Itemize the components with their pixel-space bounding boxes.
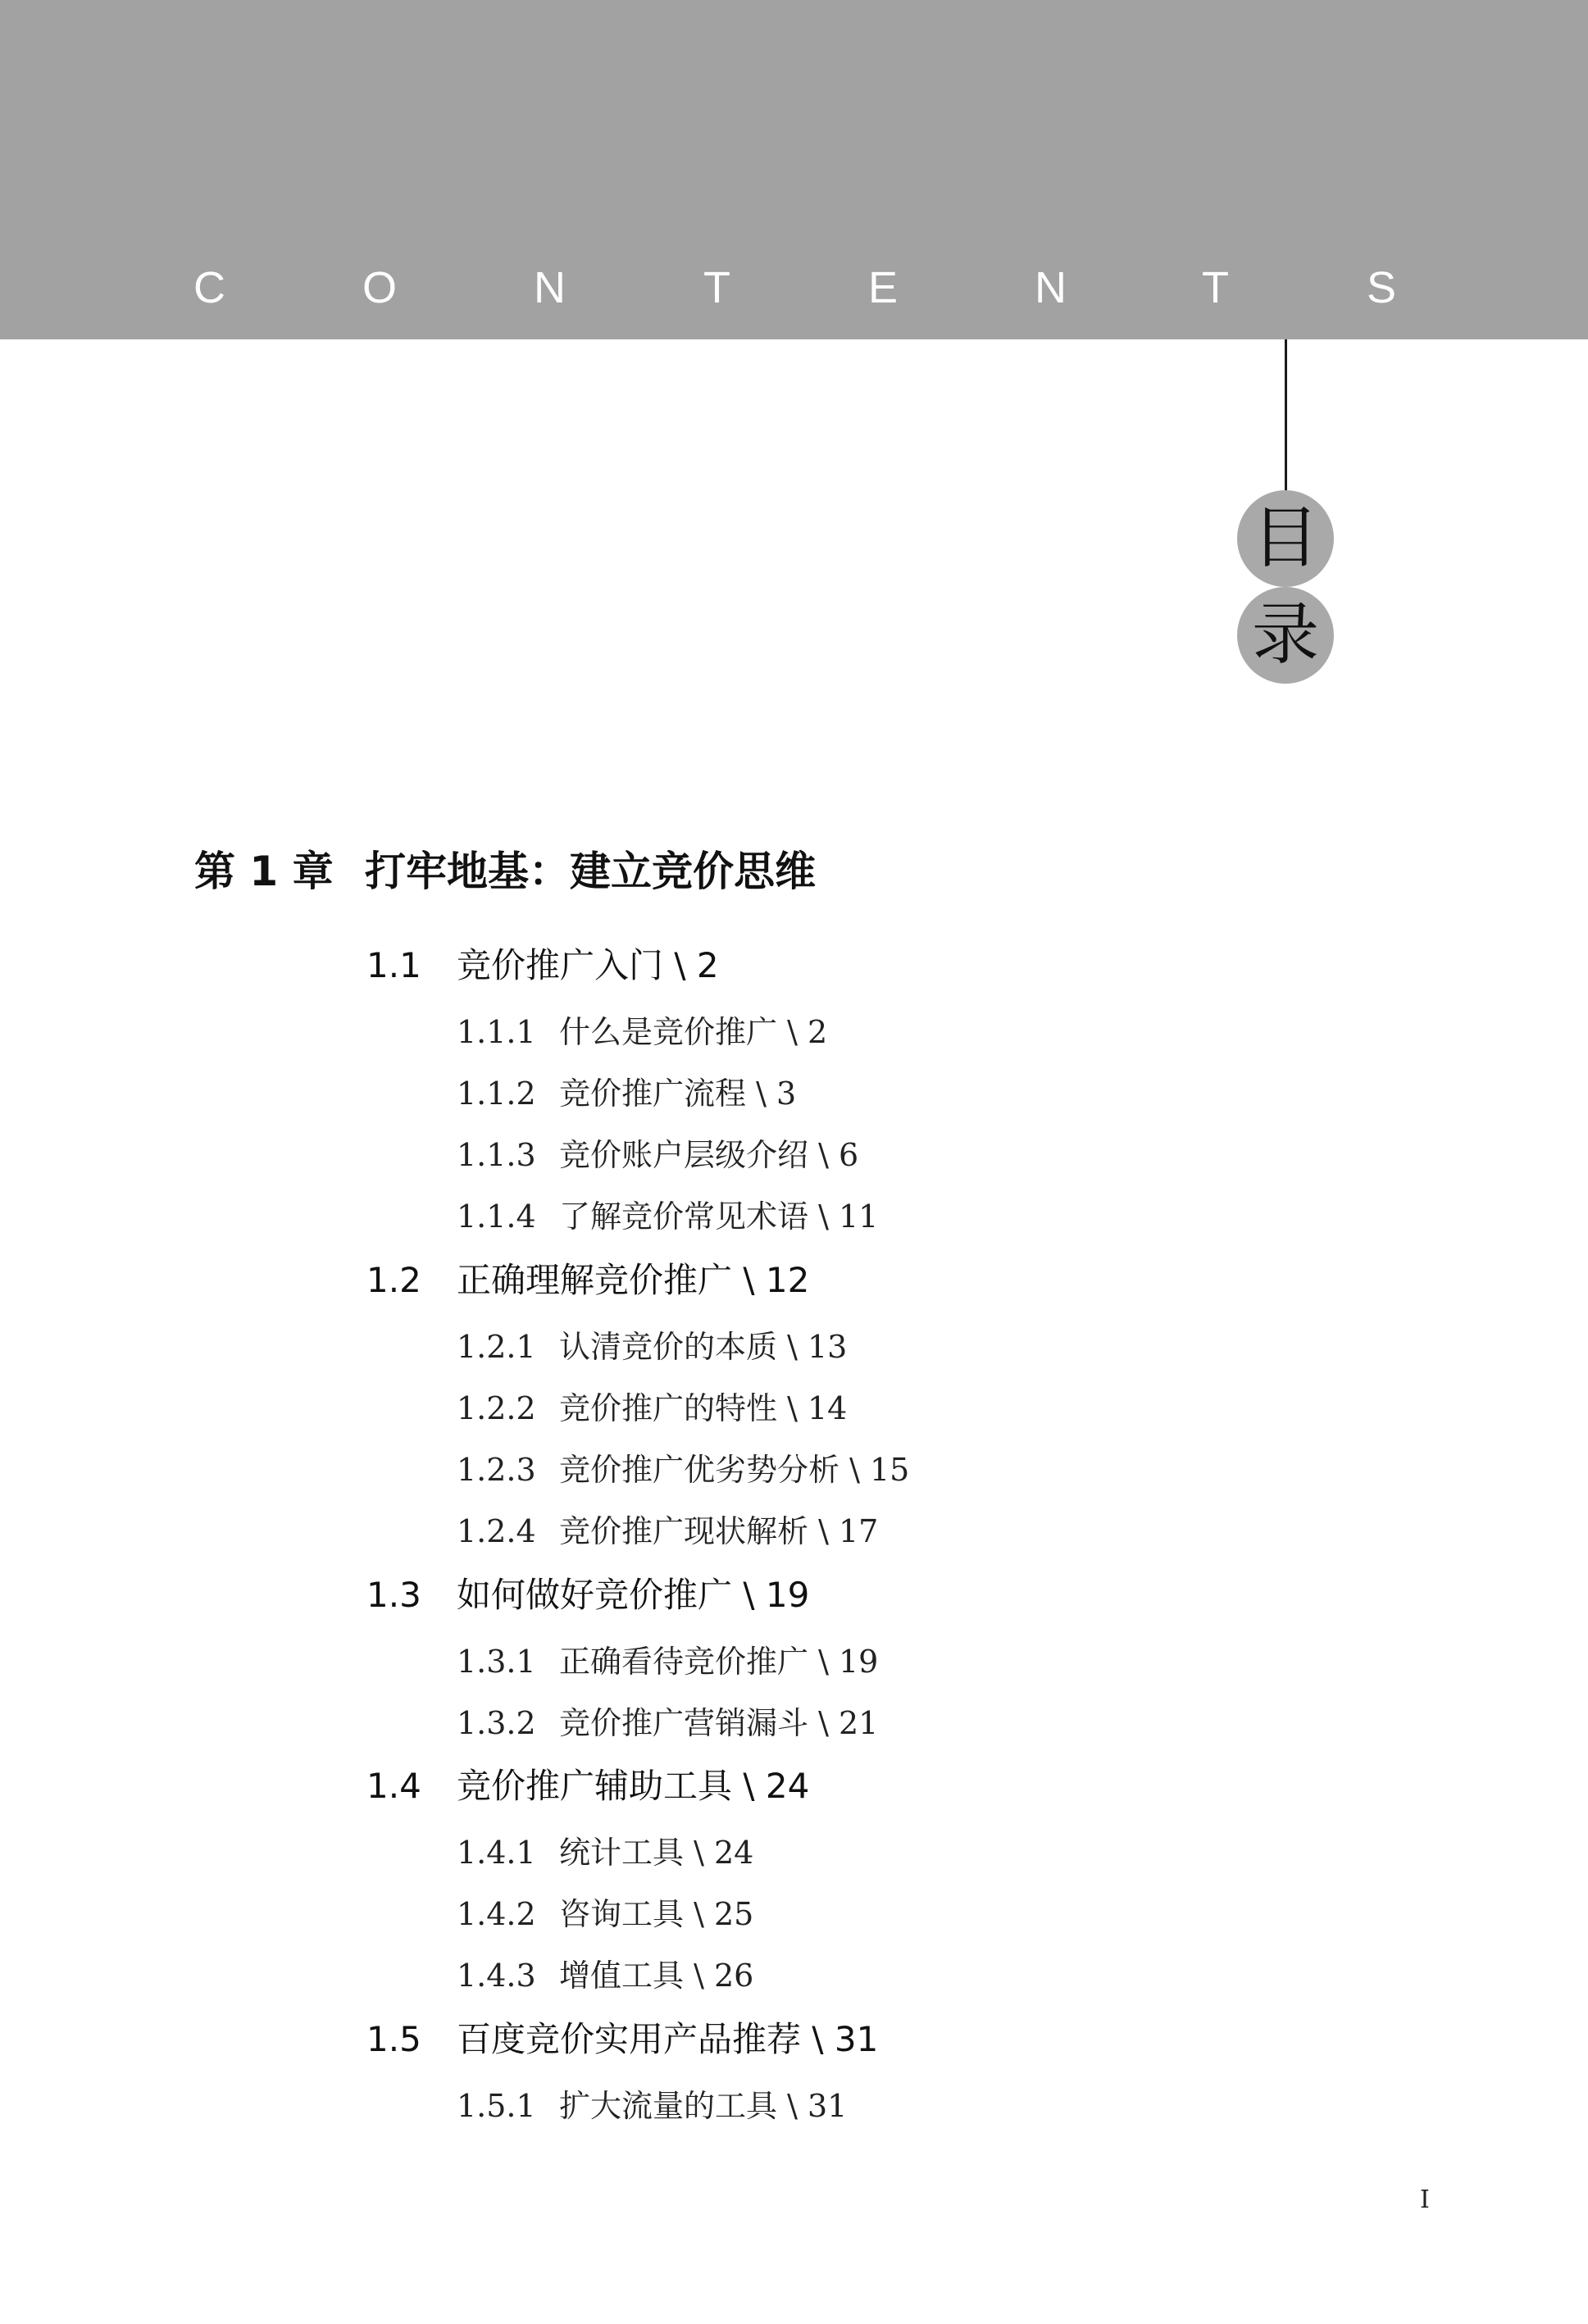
section-number: 1.4 [366, 1766, 421, 1806]
contents-letter: C [193, 263, 225, 312]
section-title: 正确理解竞价推广 \ 12 [457, 1260, 810, 1300]
subsection-title: 竞价推广营销漏斗 \ 21 [559, 1705, 879, 1741]
page-number: I [1420, 2185, 1430, 2214]
subsection-number: 1.3.1 [457, 1644, 536, 1680]
subsection-title: 咨询工具 \ 25 [559, 1896, 754, 1932]
subsection-number: 1.2.1 [457, 1329, 536, 1365]
subsection-title: 什么是竞价推广 \ 2 [559, 1014, 828, 1050]
contents-letter: N [534, 263, 566, 312]
subsection-number: 1.4.3 [457, 1958, 536, 1994]
section-title: 竞价推广辅助工具 \ 24 [457, 1766, 810, 1806]
subsection-number: 1.1.1 [457, 1014, 536, 1050]
subsection-title: 竞价推广流程 \ 3 [559, 1076, 797, 1112]
subsection-number: 1.4.2 [457, 1896, 536, 1932]
subsection-title: 了解竞价常见术语 \ 11 [559, 1198, 879, 1235]
subsection-number: 1.2.2 [457, 1390, 536, 1426]
subsection-title: 统计工具 \ 24 [559, 1835, 754, 1871]
section-number: 1.5 [366, 2019, 421, 2059]
contents-letter: T [703, 263, 730, 312]
subsection-number: 1.2.3 [457, 1452, 536, 1488]
subsection-number: 1.3.2 [457, 1705, 536, 1741]
contents-letter: O [362, 263, 398, 312]
subsection-number: 1.1.2 [457, 1076, 536, 1112]
subsection-title: 正确看待竞价推广 \ 19 [559, 1644, 879, 1680]
contents-letter: N [1035, 263, 1067, 312]
section-number: 1.1 [366, 945, 421, 985]
subsection-title: 竞价推广的特性 \ 14 [559, 1390, 848, 1426]
section-title: 如何做好竞价推广 \ 19 [457, 1575, 810, 1615]
subsection-title: 竞价账户层级介绍 \ 6 [559, 1137, 859, 1173]
subsection-title: 扩大流量的工具 \ 31 [559, 2088, 848, 2124]
subsection-number: 1.1.3 [457, 1137, 536, 1173]
contents-letter: T [1202, 263, 1229, 312]
section-number: 1.2 [366, 1260, 421, 1300]
subsection-number: 1.4.1 [457, 1835, 536, 1871]
subsection-number: 1.1.4 [457, 1198, 536, 1235]
contents-letter: S [1367, 263, 1397, 312]
section-number: 1.3 [366, 1575, 421, 1615]
contents-letter: E [868, 263, 899, 312]
hanging-line [1285, 339, 1287, 493]
subsection-title: 竞价推广优劣势分析 \ 15 [559, 1452, 910, 1488]
title-circle-lu: 录 [1237, 587, 1334, 684]
chapter-label: 第 1 章 [194, 848, 334, 895]
subsection-title: 认清竞价的本质 \ 13 [559, 1329, 848, 1365]
subsection-title: 增值工具 \ 26 [559, 1958, 754, 1994]
subsection-title: 竞价推广现状解析 \ 17 [559, 1513, 879, 1549]
contents-heading [0, 261, 1588, 315]
section-title: 竞价推广入门 \ 2 [457, 945, 719, 985]
chapter-title: 打牢地基：建立竞价思维 [365, 848, 816, 895]
title-circle-mu: 目 [1237, 490, 1334, 587]
subsection-number: 1.5.1 [457, 2088, 536, 2124]
section-title: 百度竞价实用产品推荐 \ 31 [457, 2019, 879, 2059]
subsection-number: 1.2.4 [457, 1513, 536, 1549]
